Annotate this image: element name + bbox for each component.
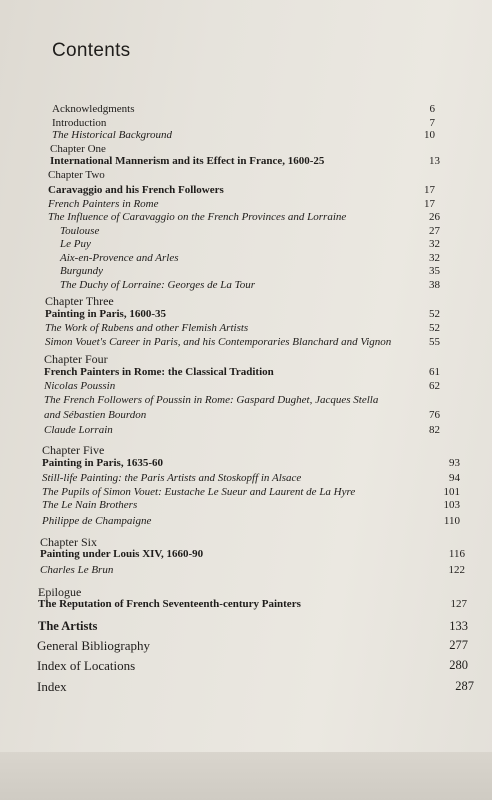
- toc-entry-title: Index: [37, 679, 67, 694]
- toc-page-number: 94: [449, 472, 460, 484]
- toc-entry-title: Le Puy: [60, 238, 91, 250]
- toc-entry-title: Simon Vouet's Career in Paris, and his Contemporaries Blanchard and Vignon: [45, 336, 392, 348]
- toc-page-number: 55: [429, 336, 440, 348]
- toc-entry-title: The Le Nain Brothers: [42, 499, 138, 511]
- toc-page-number: 38: [429, 279, 440, 291]
- toc-entry-title: Still-life Painting: the Paris Artists and Stoskopff in Alsace: [42, 472, 302, 484]
- toc-page-number: 52: [429, 322, 440, 334]
- toc-page-number: 127: [450, 598, 467, 610]
- toc-page-number: 280: [449, 658, 468, 672]
- toc-entry-title: Aix-en-Provence and Arles: [60, 252, 179, 264]
- toc-entry-title: Nicolas Poussin: [44, 380, 116, 392]
- chapter-label: Chapter Three: [45, 294, 114, 308]
- toc-entry-title: French Painters in Rome: [48, 198, 159, 210]
- toc-entry-title: The Historical Background: [52, 129, 172, 141]
- toc-page-number: 133: [449, 619, 468, 633]
- toc-entry-title: Index of Locations: [37, 658, 136, 673]
- chapter-label: Chapter Four: [44, 352, 108, 366]
- toc-entry-title: The Artists: [38, 619, 98, 633]
- toc-entry-title: Painting in Paris, 1635-60: [42, 457, 164, 469]
- toc-entry-title: The Reputation of French Seventeenth-century Painters: [38, 598, 301, 610]
- chapter-label: Chapter One: [50, 143, 106, 155]
- toc-page-number: 6: [429, 103, 435, 115]
- toc-page-number: 17: [424, 198, 435, 210]
- toc-page-number: 61: [429, 366, 440, 378]
- chapter-label: Chapter Two: [48, 169, 105, 181]
- toc-entry-title: The Duchy of Lorraine: Georges de La Tour: [60, 279, 256, 291]
- toc-page-number: 110: [443, 515, 460, 527]
- toc-page-number: 62: [429, 380, 440, 392]
- toc-page-number: 10: [424, 129, 435, 141]
- toc-entry-title: Caravaggio and his French Followers: [48, 184, 224, 196]
- chapter-label: Chapter Five: [42, 443, 105, 457]
- toc-entry-title: International Mannerism and its Effect in France, 1600-25: [50, 155, 325, 167]
- toc-entry-title: Charles Le Brun: [40, 564, 114, 576]
- toc-page-number: 76: [429, 409, 440, 421]
- toc-page-number: 26: [429, 211, 440, 223]
- toc-page-number: 122: [448, 564, 465, 576]
- toc-page-number: 287: [455, 679, 474, 693]
- toc-page-number: 17: [424, 184, 435, 196]
- toc-entry-title: Toulouse: [60, 225, 100, 237]
- toc-entry-title: The Pupils of Simon Vouet: Eustache Le Sueur and Laurent de La Hyre: [42, 486, 356, 498]
- toc-page-number: 13: [429, 155, 440, 167]
- toc-page-number: 82: [429, 424, 440, 436]
- toc-page-number: 93: [449, 457, 460, 469]
- toc-entry-title: Painting in Paris, 1600-35: [45, 308, 167, 320]
- toc-entry-title: Burgundy: [60, 265, 103, 277]
- toc-entry-title: Painting under Louis XIV, 1660-90: [40, 548, 204, 560]
- toc-entry-title: Philippe de Champaigne: [42, 515, 152, 527]
- chapter-label: Chapter Six: [40, 535, 97, 549]
- toc-entry-title: Claude Lorrain: [44, 424, 113, 436]
- toc-page-number: 35: [429, 265, 440, 277]
- toc-page-number: 101: [443, 486, 460, 498]
- toc-entry-title: Introduction: [52, 117, 107, 129]
- toc-page-number: 27: [429, 225, 440, 237]
- toc-page-number: 103: [443, 499, 460, 511]
- toc-page-number: 32: [429, 238, 440, 250]
- toc-entry-title: The Work of Rubens and other Flemish Artists: [45, 322, 249, 334]
- chapter-label: Epilogue: [38, 585, 82, 599]
- toc-page-number: 32: [429, 252, 440, 264]
- toc-entry-title: The French Followers of Poussin in Rome: Gaspard Dughet, Jacques Stella: [44, 394, 379, 406]
- page-title: Contents: [52, 40, 131, 61]
- toc-page-number: 52: [429, 308, 440, 320]
- toc-entry-title: Acknowledgments: [52, 103, 135, 115]
- toc-entry-title: The Influence of Caravaggio on the French Provinces and Lorraine: [48, 211, 347, 223]
- toc-page-number: 277: [449, 638, 468, 652]
- toc-entry-title: French Painters in Rome: the Classical Tradition: [44, 366, 274, 378]
- toc-entry-title: General Bibliography: [37, 638, 150, 653]
- toc-page-number: 116: [448, 548, 465, 560]
- toc-page-number: 7: [429, 117, 435, 129]
- toc-entry-title: and Sébastien Bourdon: [44, 409, 147, 421]
- page-bottom-margin: [0, 752, 492, 800]
